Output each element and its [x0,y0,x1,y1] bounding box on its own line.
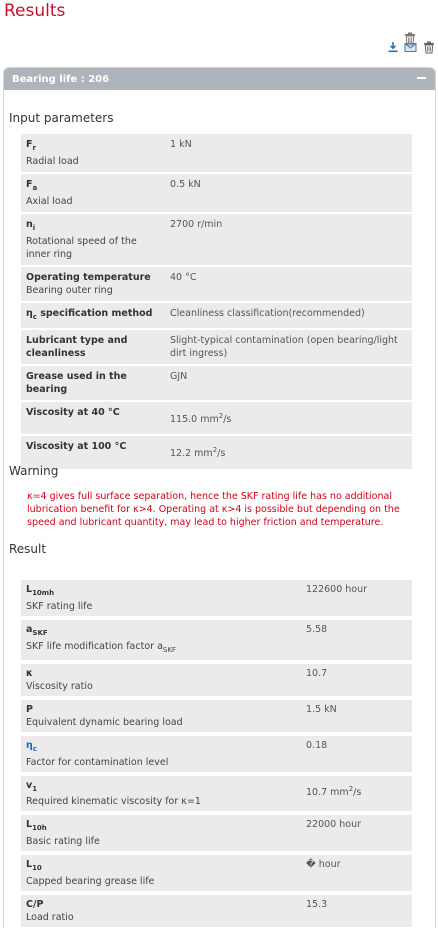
input-parameters-table [21,132,412,469]
param-label: Lubricant type and cleanliness [26,334,128,359]
param-description: Axial load [26,195,73,207]
param-value: 12.2 $mm^2/s$ [170,445,226,459]
table-row [21,734,412,774]
result-symbol: C/P [26,899,44,911]
param-value: 40 °C [170,271,197,283]
result-symbol: $L_{10mh}$ [26,584,55,597]
result-value: 122600 hour [306,584,368,595]
param-description: Rotational speed of the inner ring [26,235,137,260]
table-row [21,813,412,853]
result-description: Viscosity ratio [26,680,93,692]
result-symbol: $L_{10}$ [26,859,42,873]
warning-message: κ=4 gives full surface separation, hence the SKF rating life has no additional lubrication benefit for κ>4. Operating at κ>4 is possible but depending on the speed and lubricant quantity, may lead to higher friction and temperature. [27,491,400,528]
table-row [21,133,412,173]
table-row [21,662,412,698]
result-description: SKF rating life [26,600,93,612]
table-row [21,213,412,266]
table-row [21,435,412,469]
delete-calculation-button[interactable] [404,31,416,45]
trash-icon [423,41,435,54]
param-label: Operating temperature [26,271,151,283]
param-description: Bearing outer ring [26,284,113,296]
param-value: 0.5 kN [170,178,201,190]
result-value: 5.58 [306,623,328,635]
table-row [21,618,412,662]
param-description: Radial load [26,155,79,167]
result-value: 15.3 [306,899,328,911]
input-parameters-heading: Input parameters [9,111,114,125]
param-label: Viscosity at 100 °C [26,440,127,452]
param-label: $\eta_c$ specification method [26,307,153,321]
param-value: 2700 r/min [170,218,223,230]
panel-header[interactable] [4,68,435,90]
trash-icon [404,32,416,46]
table-row [21,266,412,302]
table-row [21,329,412,365]
result-description: Equivalent dynamic bearing load [26,716,183,728]
result-description: Capped bearing grease life [26,876,155,888]
collapse-button[interactable] [415,72,427,84]
table-row [21,774,412,814]
param-value: 115.0 $mm^2/s$ [170,411,232,425]
warning-heading: Warning [9,464,59,478]
result-symbol: P [26,703,33,715]
result-value: � hour [306,859,341,871]
panel-title: Bearing life : 206 [12,73,110,85]
download-button[interactable] [386,41,399,54]
table-row [21,578,412,618]
result-description: Load ratio [26,912,74,924]
table-row [21,401,412,435]
table-row [21,302,412,329]
result-description: Basic rating life [26,836,100,848]
table-row [21,853,412,893]
param-value: 1 kN [170,139,192,150]
download-icon [387,41,399,53]
param-symbol: $F_a$ [26,178,38,192]
table-row [21,698,412,734]
result-symbol: $v_1$ [26,779,38,793]
table-row [21,893,412,927]
result-value: 10.7 $mm^2/s$ [306,784,362,798]
result-table [21,576,412,927]
result-value: 10.7 [306,667,328,679]
result-description: Required kinematic viscosity for κ=1 [26,796,201,808]
result-value: 1.5 kN [306,703,337,715]
param-label: Viscosity at 40 °C [26,406,120,418]
result-description: Factor for contamination level [26,756,169,768]
param-label: Grease used in the bearing [26,370,127,395]
result-value: 0.18 [306,739,328,751]
param-value: GJN [170,370,188,382]
table-row [21,173,412,213]
param-symbol: $n_i$ [26,218,36,232]
param-symbol: $F_r$ [26,139,36,152]
table-row [21,365,412,401]
result-symbol: $L_{10h}$ [26,819,47,833]
delete-all-button[interactable] [422,41,435,54]
result-value: 22000 hour [306,819,362,831]
result-heading: Result [9,542,47,556]
param-value: Cleanliness classification(recommended) [170,307,365,319]
result-symbol: $\eta_c$ [26,739,37,753]
page-title: Results [4,1,66,21]
result-symbol: $a_{SKF}$ [26,623,48,637]
result-symbol: κ [26,667,33,679]
result-description: SKF life modification factor $a_{SKF}$ [26,640,176,654]
param-value: Slight-typical contamination (open bearing/light dirt ingress) [170,334,398,359]
